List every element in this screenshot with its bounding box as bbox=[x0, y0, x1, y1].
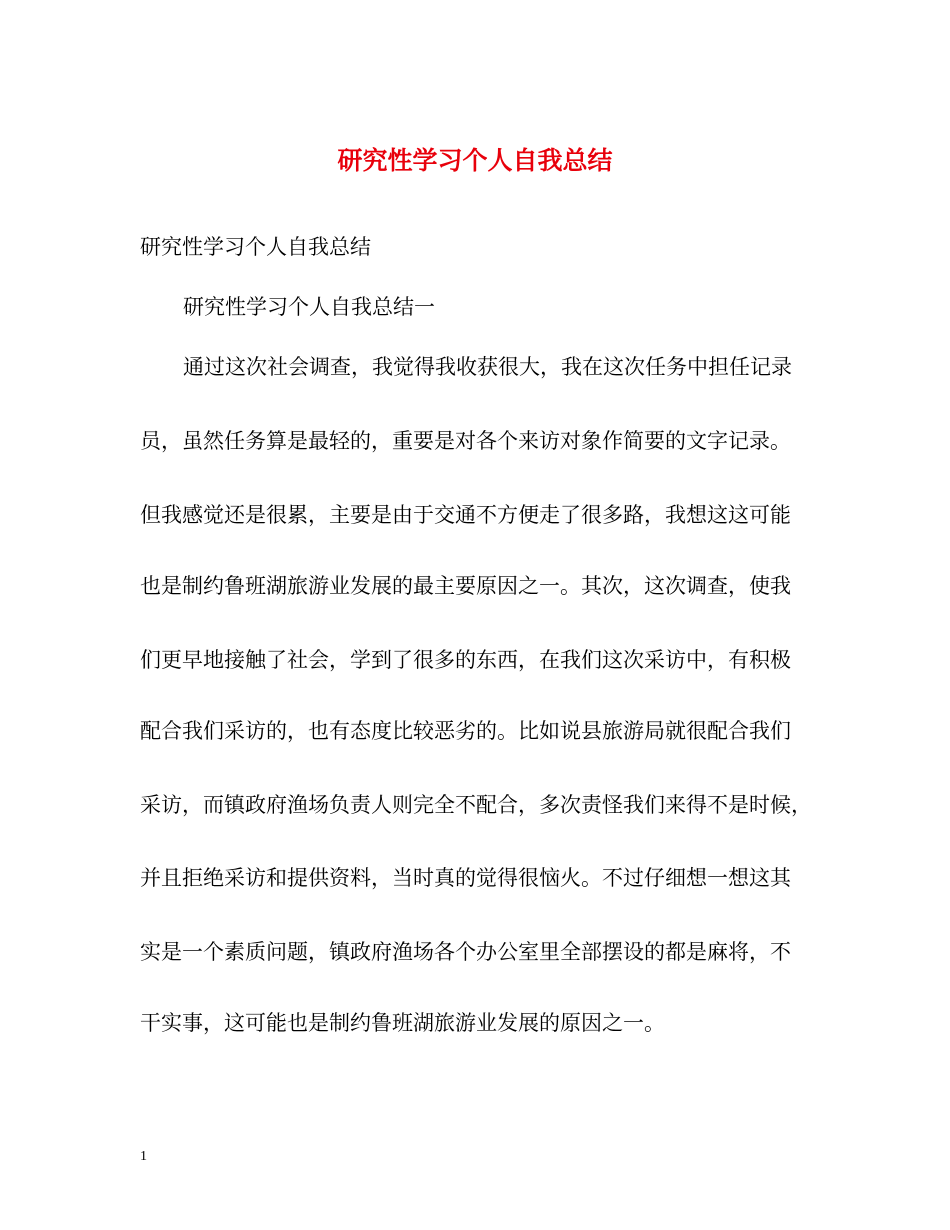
page-number: 1 bbox=[140, 1149, 147, 1164]
body-line-10: 干实事，这可能也是制约鲁班湖旅游业发展的原因之一。 bbox=[140, 1011, 665, 1035]
document-subtitle: 研究性学习个人自我总结 bbox=[140, 235, 371, 259]
body-line-5: 们更早地接触了社会，学到了很多的东西，在我们这次采访中，有积极 bbox=[140, 648, 791, 672]
body-line-9: 实是一个素质问题，镇政府渔场各个办公室里全部摆设的都是麻将，不 bbox=[140, 940, 791, 964]
body-line-8: 并且拒绝采访和提供资料，当时真的觉得很恼火。不过仔细想一想这其 bbox=[140, 866, 791, 890]
document-title: 研究性学习个人自我总结 bbox=[337, 146, 613, 175]
section-heading: 研究性学习个人自我总结一 bbox=[183, 295, 435, 319]
body-line-6: 配合我们采访的，也有态度比较恶劣的。比如说县旅游局就很配合我们 bbox=[140, 719, 791, 743]
body-line-4: 也是制约鲁班湖旅游业发展的最主要原因之一。其次，这次调查，使我 bbox=[140, 574, 791, 598]
body-line-1: 通过这次社会调查，我觉得我收获很大，我在这次任务中担任记录 bbox=[183, 355, 792, 379]
body-line-3: 但我感觉还是很累，主要是由于交通不方便走了很多路，我想这这可能 bbox=[140, 503, 791, 527]
body-line-7: 采访，而镇政府渔场负责人则完全不配合，多次责怪我们来得不是时候， bbox=[140, 793, 812, 817]
body-line-2: 员，虽然任务算是最轻的，重要是对各个来访对象作简要的文字记录。 bbox=[140, 429, 791, 453]
